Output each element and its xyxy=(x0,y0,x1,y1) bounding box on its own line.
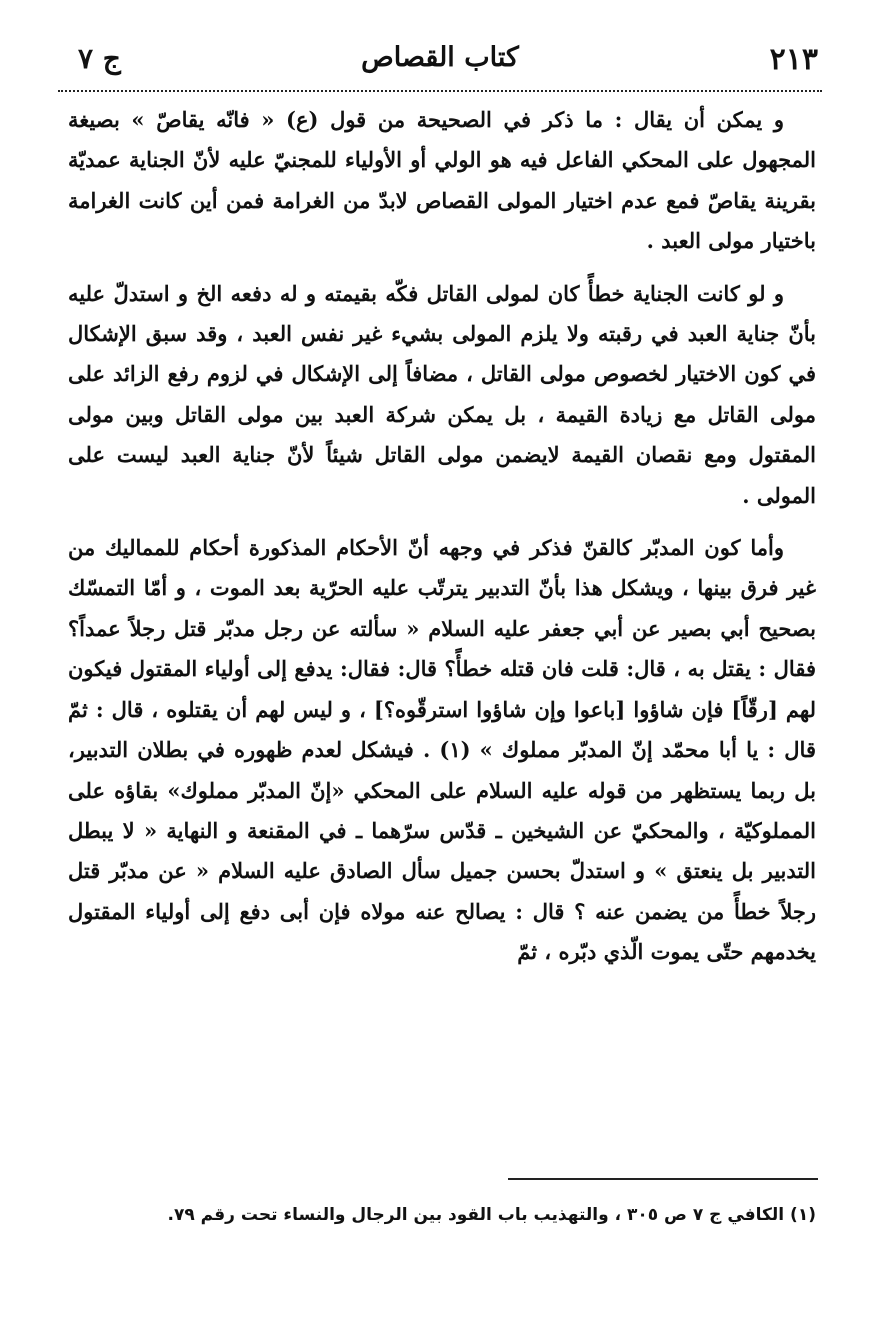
footnote-divider xyxy=(508,1178,818,1180)
main-text xyxy=(68,100,816,985)
paragraph-1: و يمكن أن يقال : ما ذكر في الصحيحة من قول (ع) « فانّه يقاصّ » بصيغة المجهول على المحكي الفاعل فيه هو الولي أو الأولياء للمجنيّ عليه لأنّ الجناية عمديّة بقرينة يقاصّ فمع عدم اختيار المولى القصاص لابدّ من الغرامة فمن أين كانت الغرامة باختيار مولى العبد . xyxy=(68,107,816,254)
book-title: كتاب القصاص xyxy=(361,42,519,73)
header-divider xyxy=(58,90,822,92)
paragraph-2: و لو كانت الجناية خطأً كان لمولى القاتل فكّه بقيمته و له دفعه الخ و استدلّ عليه بأنّ جناية العبد في رقبته ولا يلزم المولى بشيء غير نفس العبد ، وقد سبق الإشكال في كون الاختيار لخصوص مولى القاتل ، مضافاً إلى الإشكال في لزوم رفع الزائد على مولى القاتل مع زيادة القيمة ، بل يمكن شركة العبد بين مولى القاتل وبين مولى المقتول ومع نقصان القيمة لايضمن مولى القاتل شيئاً لأنّ جناية العبد ليست على المولى . xyxy=(68,280,816,508)
page-number: ٢١٣ xyxy=(769,42,818,77)
footnote: (١) الكافي ج ٧ ص ٣٠٥ ، والتهذيب باب القود بين الرجال والنساء تحت رقم ٧٩. xyxy=(167,1205,816,1225)
volume-label: ج ٧ xyxy=(78,42,121,75)
page-header xyxy=(58,38,822,86)
paragraph-3: وأما كون المدبّر كالقنّ فذكر في وجهه أنّ الأحكام المذكورة أحكام للمماليك من غير فرق بينها ، ويشكل هذا بأنّ التدبير يترتّب عليه الحرّية بعد الموت ، و أمّا التمسّك بصحيح أبي بصير عن أبي جعفر عليه السلام « سألته عن رجل مدبّر قتل رجلاً عمداً؟ فقال : يقتل به ، قال: قلت فان قتله خطأً؟ قال: فقال: يدفع إلى أولياء المقتول فيكون لهم [رقّاً] فإن شاؤوا [باعوا وإن شاؤوا استرقّوه؟] ، و ليس لهم أن يقتلوه ، قال : ثمّ قال : يا أبا محمّد إنّ المدبّر مملوك » (١) . فيشكل لعدم ظهوره في بطلان التدبير، بل ربما يستظهر من قوله عليه السلام على المحكي «إنّ المدبّر مملوك» بقاؤه على المملوكيّة ، والمحكيّ عن الشيخين ـ قدّس سرّهما ـ في المقنعة و النهاية « لا يبطل التدبير بل ينعتق » و استدلّ بحسن جميل سأل الصادق عليه السلام « عن مدبّر قتل رجلاً خطأً من يضمن عنه ؟ قال : يصالح عنه مولاه فإن أبى دفع إلى أولياء المقتول يخدمهم حتّى يموت الّذي دبّره ، ثمّ xyxy=(68,535,816,965)
